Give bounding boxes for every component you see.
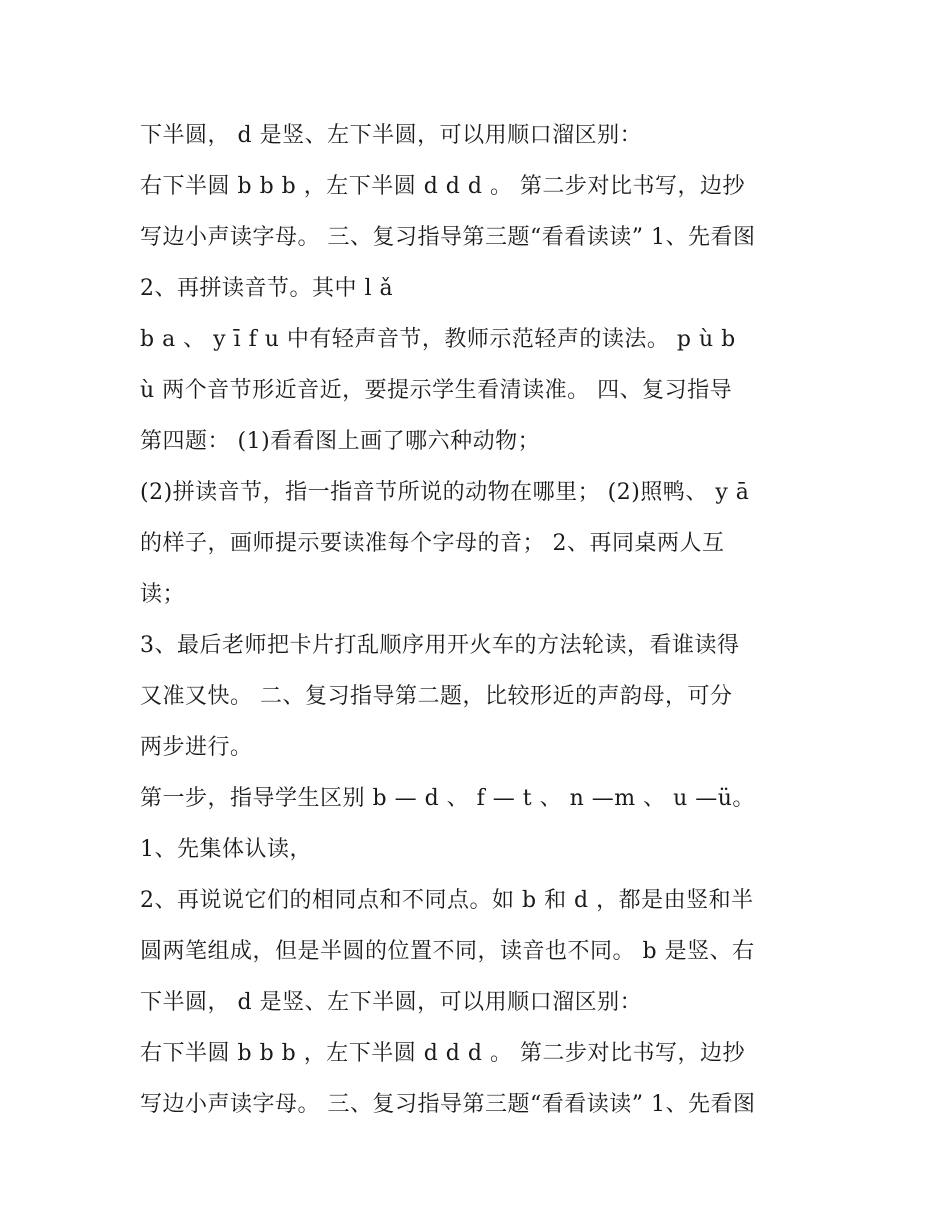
text-line: 的样子，画师提示要读准每个字母的音； 2、再同桌两人互 (140, 531, 725, 556)
text-line: 1、先集体认读， (140, 837, 312, 862)
text-line: (2)拼读音节，指一指音节所说的动物在哪里； (2)照鸭、 y ā (140, 480, 750, 505)
text-line: 又准又快。 二、复习指导第二题，比较形近的声韵母，可分 (140, 684, 733, 709)
text-line: 写边小声读字母。 三、复习指导第三题“看看读读” 1、先看图 (140, 1092, 756, 1117)
body-text (140, 110, 820, 1130)
text-line: 2、再说说它们的相同点和不同点。如 b 和 d ，都是由竖和半 (140, 888, 754, 913)
text-line: 第四题： (1)看看图上画了哪六种动物； (140, 429, 541, 454)
text-line: 写边小声读字母。 三、复习指导第三题“看看读读” 1、先看图 (140, 225, 756, 250)
text-line: 读； (140, 582, 186, 607)
text-line: b a 、 y ī f u 中有轻声音节，教师示范轻声的读法。 p ù b (140, 327, 736, 352)
text-line: 两步进行。 (140, 735, 253, 760)
text-line: 右下半圆 b b b ，左下半圆 d d d 。 第二步对比书写，边抄 (140, 174, 745, 199)
text-line: 右下半圆 b b b ，左下半圆 d d d 。 第二步对比书写，边抄 (140, 1041, 745, 1066)
text-line: 3、最后老师把卡片打乱顺序用开火车的方法轮读，看谁读得 (140, 633, 740, 658)
text-line: 下半圆， d 是竖、左下半圆，可以用顺口溜区别： (140, 990, 643, 1015)
text-line: 2、再拼读音节。其中 l ǎ (140, 276, 394, 301)
text-line: ù 两个音节形近音近，要提示学生看清读准。 四、复习指导 (140, 378, 733, 403)
text-line: 圆两笔组成，但是半圆的位置不同，读音也不同。 b 是竖、右 (140, 939, 755, 964)
text-line: 下半圆， d 是竖、左下半圆，可以用顺口溜区别： (140, 123, 643, 148)
text-line: 第一步，指导学生区别 b — d 、 f — t 、 n —m 、 u —ü。 (140, 786, 755, 811)
